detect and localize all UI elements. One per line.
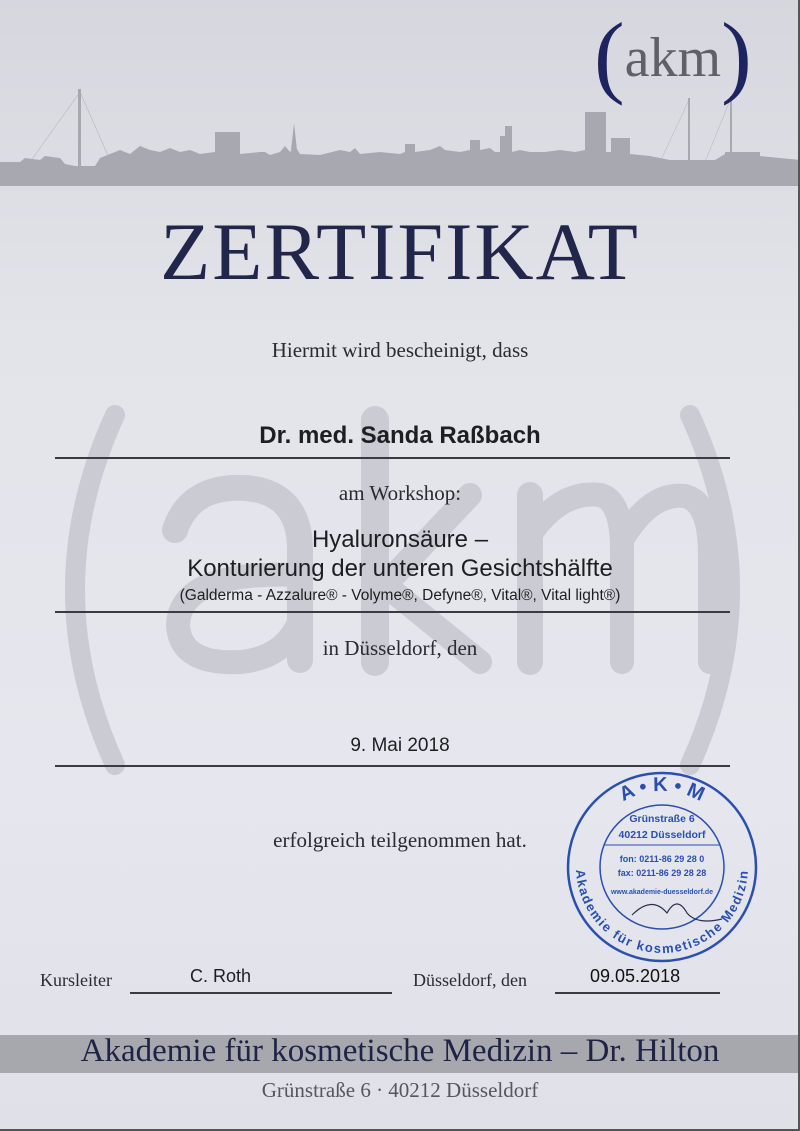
- recipient-underline: [55, 457, 730, 459]
- workshop-underline: [55, 611, 730, 613]
- academy-stamp: [562, 770, 762, 965]
- certificate-title: ZERTIFIKAT: [160, 206, 640, 297]
- stamp-city: 40212 Düsseldorf: [618, 829, 706, 841]
- stamp-fax: fax: 0211-86 29 28 28: [617, 868, 707, 878]
- workshop-title-line2: Konturierung der unteren Gesichtshälfte: [187, 555, 613, 582]
- place-label: Düsseldorf, den: [413, 970, 527, 990]
- signature-scribble: [632, 904, 722, 921]
- footer-academy-name: Akademie für kosmetische Medizin – Dr. Hilton: [80, 1033, 720, 1069]
- intro-text: Hiermit wird bescheinigt, dass: [271, 338, 529, 362]
- logo-text: akm: [624, 27, 722, 89]
- stamp-phone: fon: 0211-86 29 28 0: [619, 854, 705, 864]
- logo-open-paren: (: [594, 4, 625, 106]
- stamp-web: www.akademie-duesseldorf.de: [610, 889, 714, 896]
- workshop-date: 9. Mai 2018: [350, 735, 450, 756]
- instructor-label: Kursleiter: [40, 970, 112, 990]
- instructor-signature-line: [130, 992, 392, 994]
- completion-text: erfolgreich teilgenommen hat.: [273, 828, 527, 852]
- recipient-name: Dr. med. Sanda Raßbach: [259, 422, 541, 449]
- workshop-title-line1: Hyaluronsäure –: [311, 526, 489, 553]
- date-underline: [55, 765, 730, 767]
- workshop-label: am Workshop:: [338, 481, 462, 505]
- stamp-top-text: A • K • M: [615, 773, 708, 806]
- location-label: in Düsseldorf, den: [322, 636, 478, 660]
- workshop-products: (Galderma - Azzalure® - Volyme®, Defyne®, Vital®, Vital light®): [179, 587, 621, 604]
- instructor-name: C. Roth: [190, 966, 252, 986]
- akm-logo: [594, 2, 752, 106]
- stamp-ring-text: Akademie für kosmetische Medizin: [572, 868, 752, 957]
- footer-address: Grünstraße 6 · 40212 Düsseldorf: [261, 1078, 539, 1102]
- sign-date-line: [555, 992, 720, 994]
- stamp-street: Grünstraße 6: [629, 813, 695, 825]
- logo-close-paren: ): [721, 4, 752, 106]
- sign-date: 09.05.2018: [590, 966, 681, 986]
